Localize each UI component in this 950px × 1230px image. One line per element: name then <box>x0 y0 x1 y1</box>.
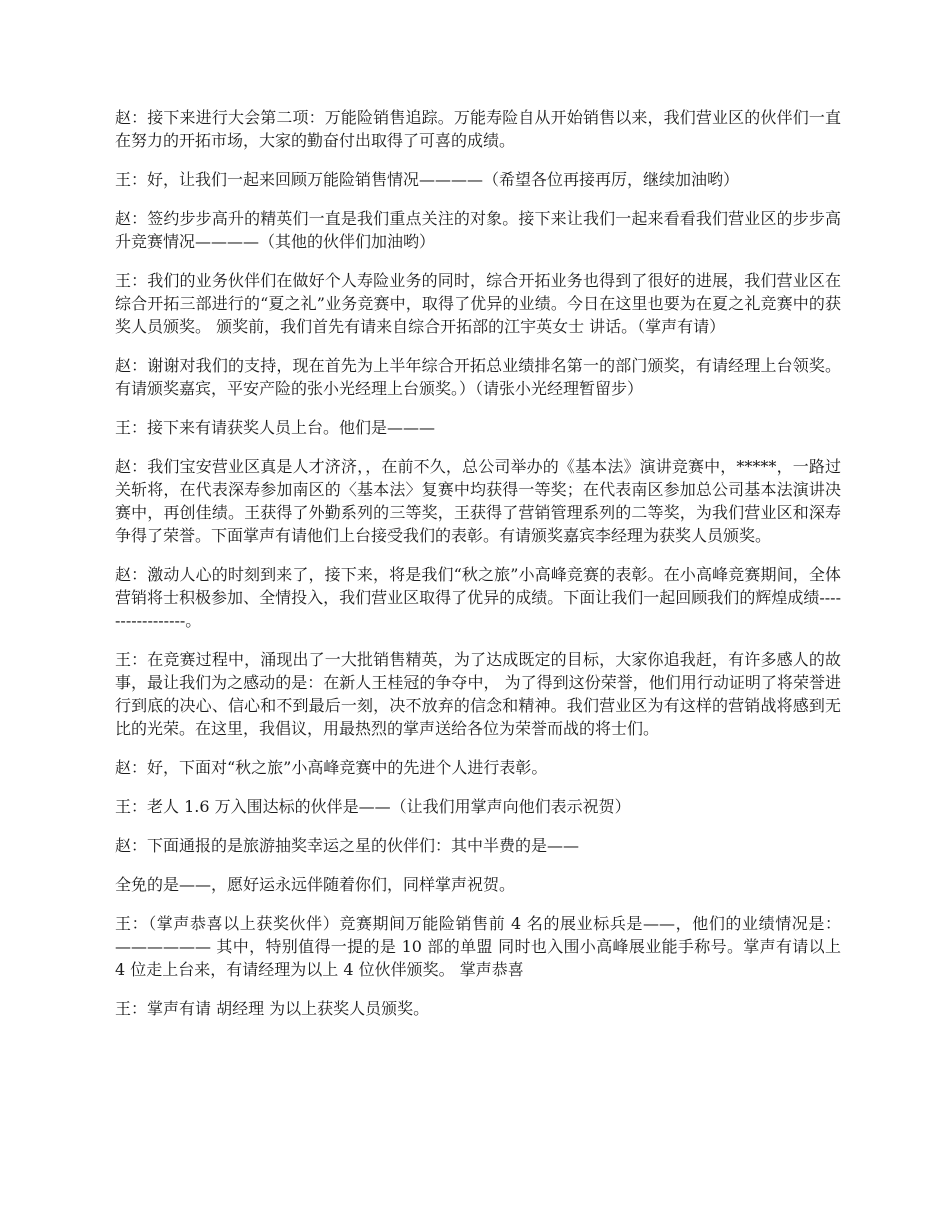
paragraph-15: 王：掌声有请 胡经理 为以上获奖人员颁奖。 <box>115 999 430 1018</box>
paragraph-3: 赵：签约步步高升的精英们一直是我们重点关注的对象。接下来让我们一起来看看我们营业区的步步高升竞赛情况————（其他的伙伴们加油哟） <box>115 209 841 251</box>
paragraph-11: 王：老人 1.6 万入围达标的伙伴是——（让我们用掌声向他们表示祝贺） <box>115 797 631 816</box>
paragraph-8: 赵：激动人心的时刻到来了，接下来，将是我们“秋之旅”小高峰竞赛的表彰。在小高峰竞赛期间，全体营销将士积极参加、全情投入，我们营业区取得了优异的成绩。下面让我们一起回顾我们的辉煌成绩-----------------。 <box>115 565 841 630</box>
paragraph-9: 王：在竞赛过程中，涌现出了一大批销售精英，为了达成既定的目标，大家你追我赶，有许多感人的故事，最让我们为之感动的是：在新人王桂冠的争夺中， 为了得到这份荣誉，他们用行动证明了将荣誉进行到底的决心、信心和不到最后一刻，决不放弃的信念和精神。我们营业区为有这样的营销战将感到无比的光荣。在这里，我倡议，用最热烈的掌声送给各位为荣誉而战的将士们。 <box>115 650 841 738</box>
paragraph-14: 王：（掌声恭喜以上获奖伙伴）竞赛期间万能险销售前 4 名的展业标兵是——，他们的业绩情况是：—————— 其中，特别值得一提的是 10 部的单盟 同时也入围小高峰展业能手称号。掌声有请以上 4 位走上台来，有请经理为以上 4 位伙伴颁奖。 掌声恭喜 <box>115 914 847 979</box>
paragraph-13: 全免的是——，愿好运永远伴随着你们，同样掌声祝贺。 <box>115 875 516 894</box>
paragraph-4: 王：我们的业务伙伴们在做好个人寿险业务的同时，综合开拓业务也得到了很好的进展，我们营业区在综合开拓三部进行的“夏之礼”业务竞赛中，取得了优异的业绩。今日在这里也要为在夏之礼竞赛中的获奖人员颁奖。 颁奖前，我们首先有请来自综合开拓部的江宇英女士 讲话。（掌声有请） <box>115 271 841 336</box>
paragraph-6: 王：接下来有请获奖人员上台。他们是——— <box>115 418 436 437</box>
paragraph-1: 赵：接下来进行大会第二项：万能险销售追踪。万能寿险自从开始销售以来，我们营业区的伙伴们一直在努力的开拓市场，大家的勤奋付出取得了可喜的成绩。 <box>115 108 841 150</box>
paragraph-10: 赵：好，下面对“秋之旅”小高峰竞赛中的先进个人进行表彰。 <box>115 758 548 777</box>
paragraph-2: 王：好，让我们一起来回顾万能险销售情况————（希望各位再接再厉，继续加油哟） <box>115 170 740 189</box>
paragraph-5: 赵：谢谢对我们的支持，现在首先为上半年综合开拓总业绩排名第一的部门颁奖，有请经理上台领奖。有请颁奖嘉宾，平安产险的张小光经理上台颁奖。）（请张小光经理暂留步） <box>115 356 841 398</box>
document-body <box>115 106 847 1036</box>
paragraph-12: 赵：下面通报的是旅游抽奖幸运之星的伙伴们：其中半费的是—— <box>115 836 580 855</box>
paragraph-7: 赵：我们宝安营业区真是人才济济，，在前不久，总公司举办的《基本法》演讲竞赛中，*****，一路过关斩将，在代表深寿参加南区的〈基本法〉复赛中均获得一等奖；在代表南区参加总公司基本法演讲决赛中，再创佳绩。王获得了外勤系列的三等奖，王获得了营销管理系列的二等奖，为我们营业区和深寿争得了荣誉。下面掌声有请他们上台接受我们的表彰。有请颁奖嘉宾李经理为获奖人员颁奖。 <box>115 457 841 545</box>
